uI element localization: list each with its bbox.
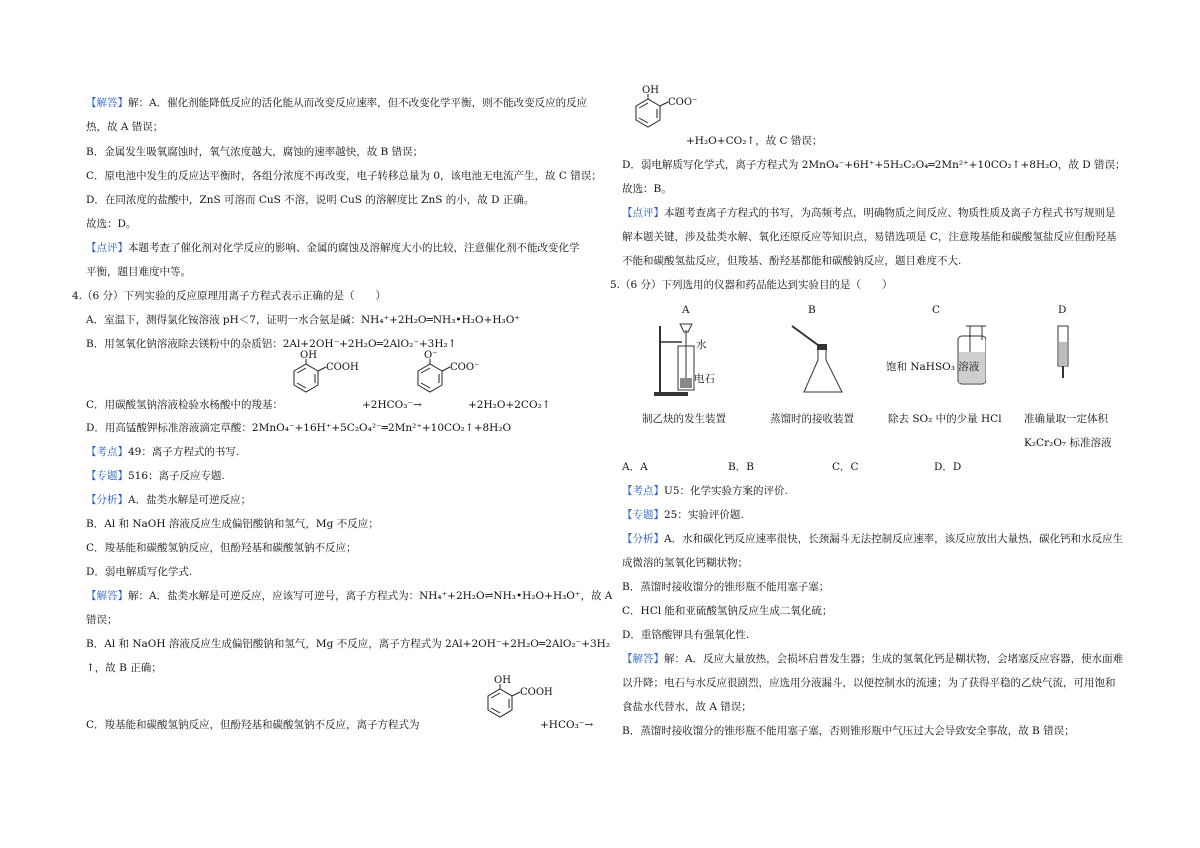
text-line: B．金属发生吸氧腐蚀时，氧气浓度越大，腐蚀的速率越快，故 B 错误； (86, 146, 424, 158)
solution-line: 【解答】解：A．催化剂能降低反应的活化能从而改变反应速率，但不改变化学平衡，则不能改变反应的反应 (86, 97, 588, 109)
option-c: C．用碳酸氢钠溶液检验水杨酸中的羧基： (86, 399, 284, 411)
text-line: 热，故 A 错误； (86, 121, 164, 133)
subject-line: 【专题】25：实验评价题. (622, 509, 744, 521)
topic-line: 【考点】49：离子方程式的书写. (86, 446, 240, 458)
equation-end: +HCO₃⁻→ (540, 719, 594, 731)
question-5: 5.（6 分）下列选用的仪器和药品能达到实验目的是（ ） (610, 279, 893, 291)
equation-end: +2H₂O+2CO₂↑ (468, 399, 551, 411)
text-line: 食盐水代替水，故 A 错误； (622, 701, 752, 713)
text-line: C．羧基能和碳酸氢钠反应，但酚羟基和碳酸氢钠不反应，离子方程式为 (86, 719, 420, 731)
distillation-receiver-apparatus (782, 322, 852, 401)
text-line: 错误； (86, 614, 118, 626)
choice-c: C．C (832, 461, 859, 473)
text-line: 不能和碳酸氢盐反应，但羧基、酚羟基都能和碳酸钠反应，题目难度不大. (622, 255, 962, 267)
apparatus-label-c: C (932, 304, 941, 316)
solution-line: 【解答】解：A．反应大量放热，会损坏启普发生器；生成的氢氧化钙是糊状物，会堵塞反应容器，使水面难 (622, 653, 1124, 665)
text-line: 平衡，题目难度中等。 (86, 266, 191, 278)
subject-line: 【专题】516：离子反应专题. (86, 470, 225, 482)
text-line: 解本题关键，涉及盐类水解、氧化还原反应等知识点，易错选项是 C，注意羧基能和碳酸氢盐反应但酚羟基 (622, 231, 1117, 243)
option-a: A．室温下，测得氯化铵溶液 pH＜7，证明一水合氨是碱：NH₄⁺+2H₂O═NH₃•H₂O+H₃O⁺ (86, 314, 520, 326)
burette-apparatus (1046, 322, 1086, 401)
question-4: 4.（6 分）下列实验的反应原理用离子方程式表示正确的是（ ） (72, 290, 387, 302)
text-line: D．在同浓度的盐酸中，ZnS 可溶而 CuS 不溶，说明 CuS 的溶解度比 ZnS 的小，故 D 正确。 (86, 194, 535, 206)
apparatus-label-a: A (682, 304, 690, 316)
text-line: C．原电池中发生的反应达平衡时，各组分浓度不再改变，电子转移总量为 0，该电池无电流产生，故 C 错误； (86, 170, 602, 182)
caption-d-line2: K₂Cr₂O₇ 标准溶液 (1024, 437, 1112, 449)
comment-line: 【点评】本题考查离子方程式的书写，为高频考点，明确物质之间反应、物质性质及离子方程式书写规则是 (622, 207, 1116, 219)
apparatus-label-d: D (1058, 304, 1067, 316)
text-line: D．弱电解质写化学式. (86, 566, 193, 578)
salicylate-product-structure: OH COO⁻ (622, 90, 702, 136)
option-d: D．用高锰酸钾标准溶液滴定草酸：2MnO₄⁻+16H⁺+5C₂O₄²⁻═2Mn²⁺+10CO₂↑+8H₂O (86, 422, 512, 434)
text-line: 故选：D。 (86, 218, 137, 230)
comment-line: 【点评】本题考查了催化剂对化学反应的影响、金属的腐蚀及溶解度大小的比较，注意催化剂不能改变化学 (86, 242, 580, 254)
text-line: B．Al 和 NaOH 溶液反应生成偏铝酸钠和氢气，Mg 不反应； (86, 518, 379, 530)
choice-d: D．D (934, 461, 962, 473)
text-line: D．重铬酸钾具有强氧化性. (622, 629, 750, 641)
choice-a: A．A (622, 461, 648, 473)
caption-c: 除去 SO₂ 中的少量 HCl (888, 413, 1002, 425)
text-line: 成微溶的氢氧化钙糊状物； (622, 557, 748, 569)
salicylate-structure: O⁻ COO⁻ (404, 355, 484, 401)
gas-washing-bottle-apparatus: 饱和 NaHSO₃ 溶液 (886, 322, 986, 401)
text-line: D．弱电解质写化学式，离子方程式为 2MnO₄⁻+6H⁺+5H₂C₂O₄═2Mn²⁺+10CO₂↑+8H₂O，故 D 错误； (622, 159, 1126, 171)
topic-line: 【考点】U5：化学实验方案的评价. (622, 485, 788, 497)
salicylic-acid-structure: OH COOH (280, 355, 360, 401)
text-line: +H₂O+CO₂↑，故 C 错误； (686, 135, 823, 147)
text-line: 以升降；电石与水反应很剧烈，应选用分液漏斗，以便控制水的流速；为了获得平稳的乙炔气流，可用饱和 (622, 677, 1116, 689)
caption-a: 制乙炔的发生装置 (642, 413, 726, 425)
salicylic-acid-structure-2: OH COOH (474, 680, 554, 726)
apparatus-label-b: B (808, 304, 816, 316)
text-line: C．羧基能和碳酸氢钠反应，但酚羟基和碳酸氢钠不反应； (86, 542, 357, 554)
caption-d: 准确量取一定体积 (1024, 413, 1108, 425)
analysis-line: 【分析】A．水和碳化钙反应速率很快，长颈漏斗无法控制反应速率，该反应放出大量热，碳化钙和水反应生 (622, 533, 1124, 545)
text-line: 故选：B。 (622, 183, 672, 195)
equation-middle: +2HCO₃⁻→ (362, 399, 422, 411)
acetylene-generator-apparatus: 水 电石 (652, 322, 732, 401)
choice-b: B．B (728, 461, 754, 473)
solution-line: 【解答】解：A．盐类水解是可逆反应，应该写可逆号，离子方程式为：NH₄⁺+2H₂O⇌NH₃•H₂O+H₃O⁺，故 A (86, 590, 613, 602)
option-b: B．用氢氧化钠溶液除去镁粉中的杂质铝：2Al+2OH⁻+2H₂O═2AlO₂⁻+3H₂↑ (86, 338, 457, 350)
text-line: ↑，故 B 正确； (86, 662, 162, 674)
caption-b: 蒸馏时的接收装置 (770, 413, 854, 425)
analysis-line: 【分析】A．盐类水解是可逆反应； (86, 494, 252, 506)
text-line: B．蒸馏时接收馏分的锥形瓶不能用塞子塞，否则锥形瓶中气压过大会导致安全事故，故 B 错误； (622, 725, 1075, 737)
text-line: B．Al 和 NaOH 溶液反应生成偏铝酸钠和氢气，Mg 不反应，离子方程式为 2Al+2OH⁻+2H₂O═2AlO₂⁻+3H₂ (86, 638, 611, 650)
text-line: C．HCl 能和亚硫酸氢钠反应生成二氧化硫； (622, 605, 833, 617)
text-line: B．蒸馏时接收馏分的锥形瓶不能用塞子塞； (622, 581, 830, 593)
